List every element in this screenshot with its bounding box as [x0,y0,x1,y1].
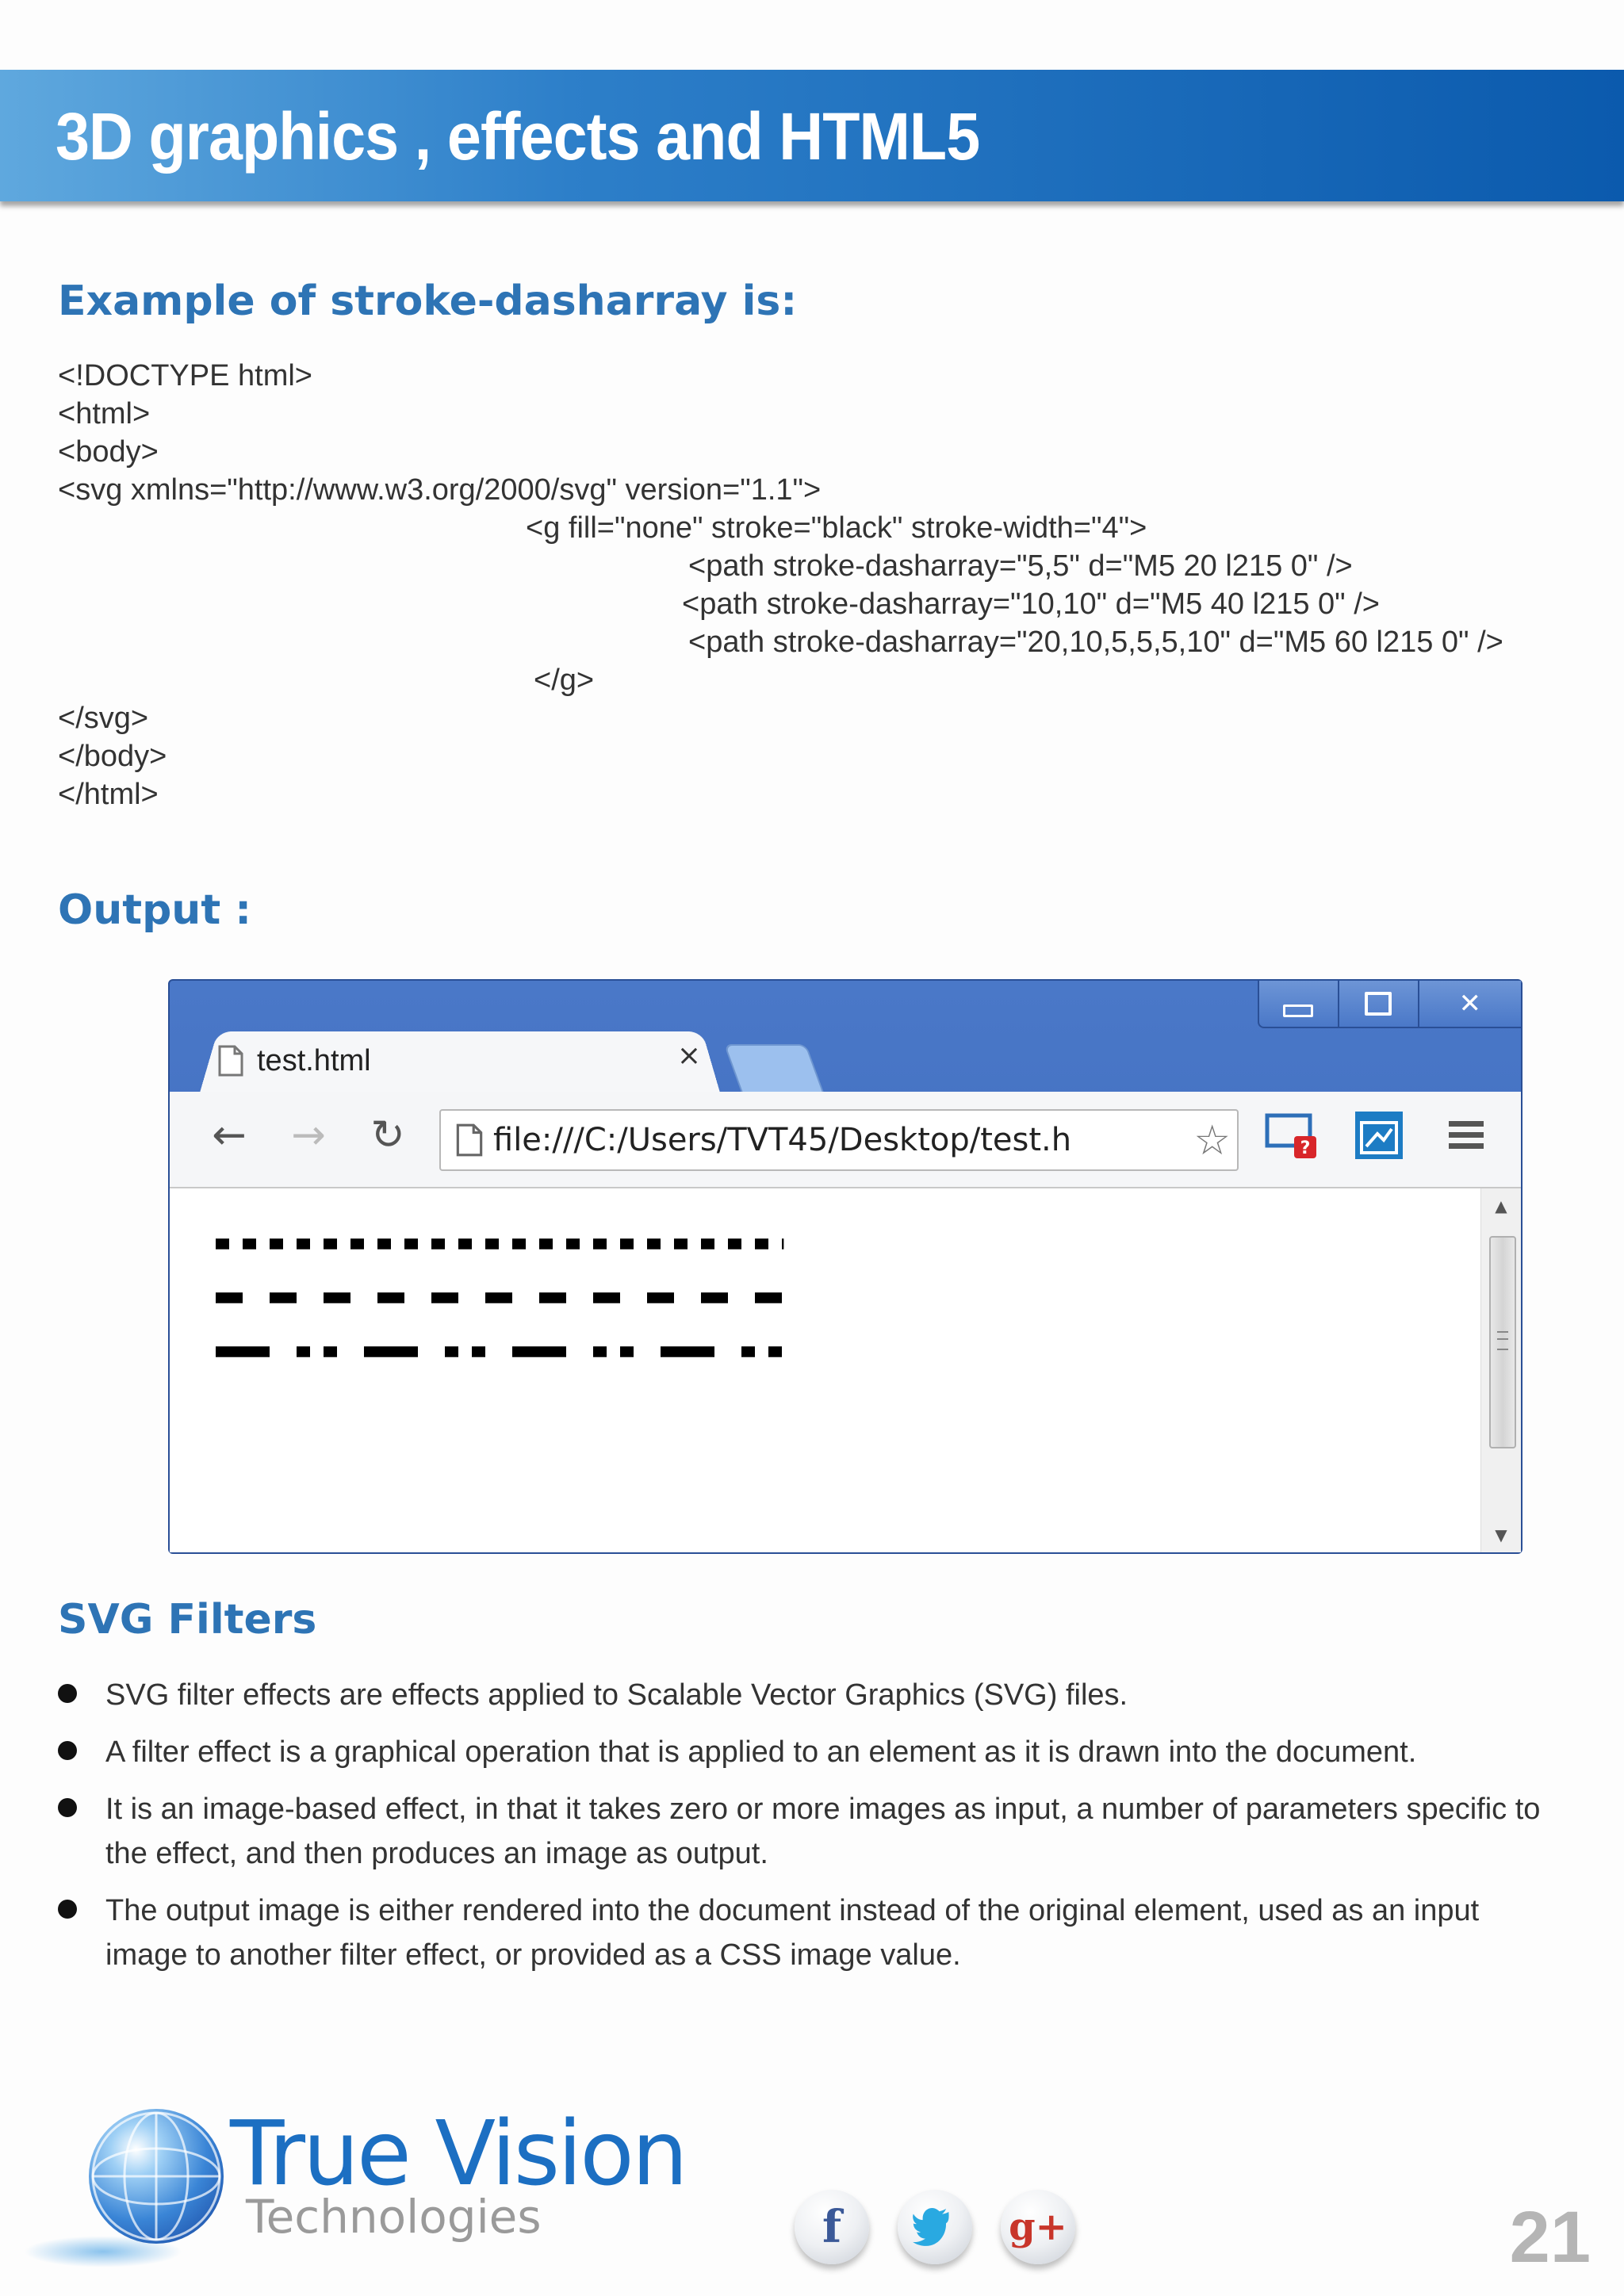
svg-filters-heading: SVG Filters [58,1596,317,1644]
title-banner [0,70,1624,201]
close-window-button[interactable] [1419,981,1521,1027]
code-line: </svg> [58,702,149,735]
page-icon [455,1123,484,1158]
reload-button[interactable] [360,1108,416,1163]
dash-output-svg [170,1188,1478,1552]
list-item [58,1730,1565,1774]
code-line: <!DOCTYPE html> [58,359,312,392]
scroll-thumb[interactable] [1489,1236,1516,1448]
bookmark-star-icon[interactable]: ☆ [1193,1117,1231,1165]
close-icon: ✕ [1458,988,1482,1020]
bullet-text: SVG filter effects are effects applied to Scalable Vector Graphics (SVG) files. [105,1678,1128,1712]
page-title: 3D graphics , effects and HTML5 [56,99,980,174]
facebook-icon[interactable] [795,2190,869,2264]
screen-alert-icon [1264,1108,1320,1163]
bullet-icon [58,1798,77,1817]
facebook-glyph: f [822,2201,842,2253]
browser-window [168,979,1522,1554]
code-line: <g fill="none" stroke="black" stroke-width="4"> [526,511,1147,545]
scroll-down-icon[interactable]: ▼ [1495,1525,1507,1544]
address-text: file:///C:/Users/TVT45/Desktop/test.h [493,1122,1072,1158]
bullet-list [58,1673,1565,1990]
google-plus-icon[interactable] [1001,2190,1075,2264]
new-tab-button[interactable] [724,1044,825,1093]
bullet-text: The output image is either rendered into the document instead of the original element, used as an input image to another filter effect, or provided as a CSS image value. [105,1894,1480,1972]
code-line: </g> [534,664,595,697]
grip-icon [1497,1331,1508,1350]
reload-icon: ↻ [370,1112,405,1159]
code-line: <body> [58,435,159,469]
list-item [58,1673,1565,1717]
forward-button[interactable] [281,1108,336,1163]
address-bar[interactable] [439,1109,1239,1171]
bullet-icon [58,1741,77,1760]
bullet-icon [58,1684,77,1703]
code-line: </html> [58,778,159,811]
vertical-scrollbar[interactable] [1480,1188,1521,1552]
browser-toolbar [170,1092,1521,1188]
scroll-up-icon[interactable]: ▲ [1495,1196,1507,1215]
tab-label: test.html [257,1043,371,1077]
bullet-text: It is an image-based effect, in that it takes zero or more images as input, a number of parameters specific to the effect, and then produces an image as output. [105,1793,1541,1870]
window-controls [1258,981,1521,1028]
twitter-icon[interactable] [898,2190,972,2264]
back-arrow-icon: ← [212,1112,247,1159]
example-heading: Example of stroke-dasharray is: [58,277,798,325]
tab-test-html[interactable] [217,1033,709,1089]
tab-close-icon[interactable]: × [676,1039,701,1072]
code-line: <html> [58,397,151,430]
code-line: </body> [58,740,167,773]
list-item [58,1787,1565,1876]
google-plus-glyph: g+ [1009,2205,1067,2249]
maximize-icon [1365,992,1392,1016]
code-line: <path stroke-dasharray="10,10" d="M5 40 l215 0" /> [682,587,1380,621]
minimize-icon [1283,1004,1313,1017]
twitter-bird-icon [913,2208,957,2246]
brand-name: True Vision [230,2103,686,2206]
cast-button[interactable] [1264,1108,1320,1163]
extension-button[interactable] [1351,1108,1407,1163]
minimize-button[interactable] [1259,981,1339,1027]
list-item [58,1888,1565,1977]
page-icon [217,1044,244,1077]
globe-grid-icon [89,2109,224,2244]
brand-subtitle: Technologies [246,2190,542,2244]
output-heading: Output : [58,886,252,934]
hamburger-menu-icon [1447,1118,1485,1153]
forward-arrow-icon: → [291,1112,326,1159]
svg-text:?: ? [1300,1138,1311,1158]
page-number: 21 [1509,2197,1591,2278]
globe-logo-icon [89,2109,224,2244]
extension-icon [1354,1110,1404,1161]
menu-button[interactable] [1438,1108,1494,1163]
code-line: <path stroke-dasharray="5,5" d="M5 20 l215 0" /> [688,549,1353,583]
back-button[interactable] [201,1108,257,1163]
maximize-button[interactable] [1339,981,1419,1027]
bullet-icon [58,1900,77,1919]
bullet-text: A filter effect is a graphical operation that is applied to an element as it is drawn into the document. [105,1735,1417,1769]
browser-content [170,1188,1521,1552]
code-block [58,357,1580,813]
code-line: <path stroke-dasharray="20,10,5,5,5,10" d="M5 60 l215 0" /> [688,626,1503,659]
code-line: <svg xmlns="http://www.w3.org/2000/svg" version="1.1"> [58,473,822,507]
